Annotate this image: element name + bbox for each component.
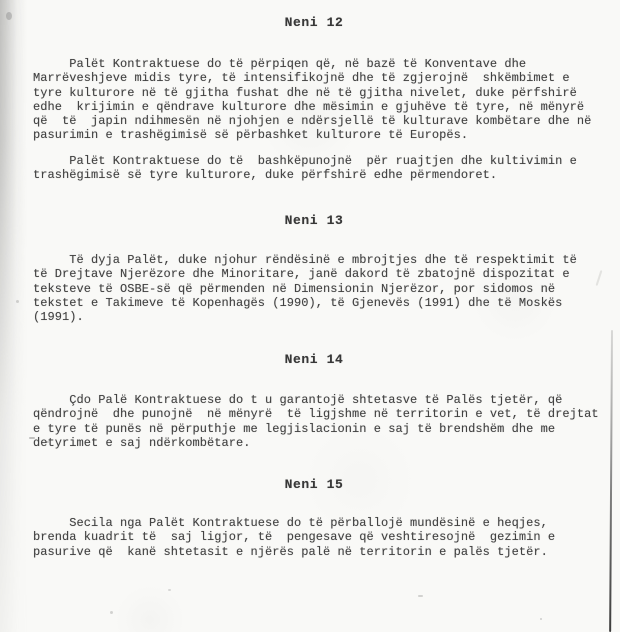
article-heading-neni-12: Neni 12	[284, 15, 344, 30]
article-heading-neni-14: Neni 14	[284, 352, 344, 367]
text-line: të Drejtave Njerëzore dhe Minoritare, janë dakord të zbatojnë dispozitat e	[33, 267, 570, 282]
text-line: pasurimin e trashëgimisë së përbashket kulturore të Europës.	[33, 128, 469, 143]
scan-speck	[540, 618, 542, 620]
article-paragraph	[33, 57, 603, 143]
scan-speck	[418, 595, 423, 597]
text-line: brenda kuadrit të saj ligjor, të pengesave që veshtiresojnë gezimin e	[33, 530, 556, 545]
text-line: tekstet e Takimeve të Kopenhagës (1990), të Gjenevës (1991) dhe të Moskës	[33, 295, 563, 310]
scan-speck	[16, 300, 19, 303]
text-line: Të dyja Palët, duke njohur rëndësinë e mbrojtjes dhe të respektimit të	[33, 253, 577, 267]
article-paragraph	[33, 393, 603, 450]
text-line: pasurive që kanë shtetasit e njërës palë në territorin e palës tjetër.	[33, 544, 548, 559]
article-paragraph	[33, 154, 603, 183]
text-line: edhe krijimin e qëndrave kulturore dhe mësimin e gjuhëve të tyre, në mënyrë	[33, 99, 585, 114]
scan-edge-shadow	[0, 0, 27, 632]
text-line: Palët Kontraktuese do të përpiqen që, në bazë të Konventave dhe	[33, 57, 527, 71]
text-line: Çdo Palë Kontraktuese do t u garantojë shtetasve të Palës tjetër, që	[33, 393, 563, 407]
article-heading-neni-13: Neni 13	[284, 213, 344, 228]
text-line: Marrëveshjeve midis tyre, të intensifikojnë dhe të zgjerojnë shkëmbimet e	[33, 71, 570, 86]
scan-speck	[168, 589, 171, 591]
article-paragraph	[33, 253, 603, 324]
text-line: qëndrojnë dhe punojnë në mënyrë të ligjshme në territorin e vet, të drejtat	[33, 407, 599, 422]
text-line: Secila nga Palët Kontraktuese do të përballojë mundësinë e heqjes,	[33, 516, 548, 530]
text-line: që të japin ndihmesën në njohjen e ndërsjellë të kulturave kombëtare dhe në	[33, 114, 592, 129]
text-line: Palët Kontraktuese do të bashkëpunojnë për ruajtjen dhe kultivimin e	[33, 154, 577, 168]
text-line: teksteve të OSBE-së që përmenden në Dimensionin Njerëzor, por sidomos në	[33, 281, 556, 296]
article-paragraph	[33, 516, 603, 559]
text-line: e tyre të punës në përputhje me legjislacionin e saj të brendshëm dhe me	[33, 421, 556, 436]
text-line: (1991).	[33, 310, 84, 325]
text-line: detyrimet e saj ndërkombëtare.	[33, 435, 251, 450]
article-heading-neni-15: Neni 15	[284, 477, 344, 492]
text-line: tyre kulturore në të gjitha fushat dhe në të gjitha nivelet, duke përfshirë	[33, 85, 577, 100]
text-line: trashëgimisë së tyre kulturore, duke përfshirë edhe përmendoret.	[33, 168, 498, 183]
scan-speck	[110, 611, 113, 614]
